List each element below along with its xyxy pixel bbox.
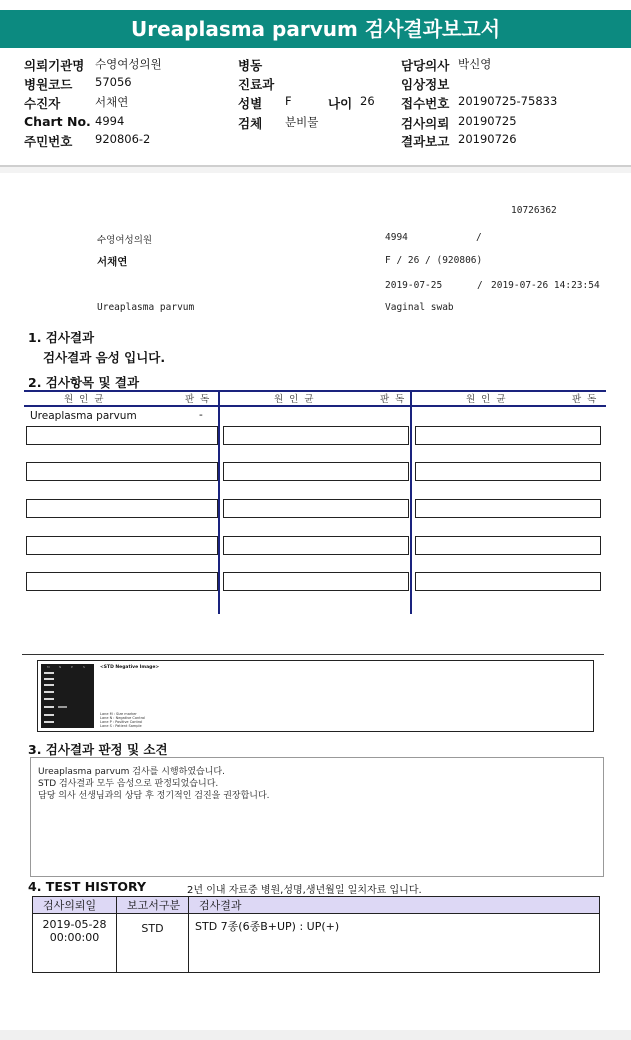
doctor-value: 박신영 [458,57,492,71]
grid-divider-1 [218,390,220,614]
history-note: 2년 이내 자료중 병원,성명,생년월일 일치자료 입니다. [187,885,422,896]
grid-header-line [24,405,606,407]
receipt-no-value: 20190725-75833 [458,94,558,108]
info-row-1 [0,56,631,75]
gel-band [44,691,54,693]
result-box [26,572,218,591]
info-row-3 [0,94,631,113]
opinion-line: 담당 의사 선생님과의 상담 후 정기적인 검진을 권장합니다. [38,791,270,801]
department-label: 진료과 [238,77,275,92]
opinion-box [30,757,604,877]
report-date-value: 20190726 [458,132,517,146]
result-box [26,426,218,445]
mono-hospital: 수영여성의원 [97,235,153,246]
result-box [223,536,409,555]
table-row [33,914,600,973]
resident-no-label: 주민번호 [24,134,73,149]
clinical-info-label: 임상정보 [401,77,450,92]
result-box [415,499,601,518]
result-box [223,499,409,518]
gel-legend-line: Lane S : Patient Sample [100,724,142,728]
gel-band [44,672,54,674]
result-box [415,426,601,445]
col2-judgement-header: 판독 [380,394,411,405]
lane-label: S [83,665,85,669]
gel-image [41,664,94,728]
gel-legend-line: Lane M : Size marker [100,712,137,716]
chart-no-label: Chart No. [24,114,91,129]
result-box [415,462,601,481]
history-type: STD [117,914,189,973]
history-header-type: 보고서구분 [117,897,189,914]
result-grid [24,390,606,614]
col3-judgement-header: 판독 [572,394,603,405]
grid-divider-2 [410,390,412,614]
opinion-line: Ureaplasma parvum 검사를 시행하였습니다. [38,767,225,777]
gel-band [44,698,54,700]
history-result: STD 7종(6종B+UP) : UP(+) [189,914,600,973]
specimen-label: 검체 [238,116,263,131]
section2-title: 2. 검사항목 및 결과 [28,375,140,390]
col1-pathogen-header: 원인균 [64,394,110,405]
info-row-5 [0,132,631,151]
result-box [223,572,409,591]
gel-legend-line: Lane N : Negative Control [100,716,146,720]
receipt-code: 10726362 [511,205,557,216]
report-title: Ureaplasma parvum 검사결과보고서 [0,10,631,48]
age-value: 26 [360,94,375,108]
image-divider [22,654,604,655]
mono-patient: 서채연 [97,256,128,268]
gel-band [44,684,54,686]
gel-image-caption: <STD Negative Image> [100,665,160,670]
request-date-label: 검사의뢰 [401,116,450,131]
mono-sex-age: F / 26 / (920806) [385,255,483,266]
mono-chart: 4994 [385,232,408,243]
gel-legend-line: Lane P : Positive Control [100,720,143,724]
result-box [26,499,218,518]
gel-band [44,714,54,716]
result-box [223,426,409,445]
mono-date-from: 2019-07-25 [385,280,443,291]
specimen-value: 분비물 [285,115,319,129]
hospital-code-value: 57056 [95,75,132,89]
patient-info-block [0,54,631,164]
gel-band [44,678,54,680]
gel-band [44,721,54,723]
result-box [415,572,601,591]
row1-result: - [199,409,203,421]
lane-label: P [71,665,73,669]
mono-date-sep: / [477,280,483,291]
history-table [32,896,600,973]
receipt-no-label: 접수번호 [401,96,450,111]
sex-value: F [285,94,292,108]
chart-no-value: 4994 [95,114,125,128]
result-box [26,536,218,555]
mono-test-name: Ureaplasma parvum [97,302,195,313]
history-header-row [33,897,600,914]
age-label: 나이 [328,96,353,111]
doctor-label: 담당의사 [401,58,450,73]
section1-title: 1. 검사결과 [28,330,95,345]
history-header-date: 검사의뢰일 [33,897,117,914]
section1-result-text: 검사결과 음성 입니다. [43,350,166,365]
patient-label: 수진자 [24,96,61,111]
col2-pathogen-header: 원인균 [274,394,320,405]
history-header-result: 검사결과 [189,897,600,914]
history-date: 2019-05-28 [42,918,107,931]
gel-band [44,706,54,708]
header-shadow [0,167,631,173]
result-box [223,462,409,481]
history-time: 00:00:00 [49,931,100,944]
result-box [415,536,601,555]
institution-value: 수영여성의원 [95,57,162,71]
row1-pathogen: Ureaplasma parvum [30,410,137,422]
mono-specimen: Vaginal swab [385,302,454,313]
hospital-code-label: 병원코드 [24,77,73,92]
gel-image-panel [37,660,594,732]
history-date-cell [33,914,117,973]
resident-no-value: 920806-2 [95,132,151,146]
lane-label: M [47,665,50,669]
info-row-4 [0,114,631,133]
institution-label: 의뢰기관명 [24,58,85,73]
report-date-label: 결과보고 [401,134,450,149]
section4-title: 4. TEST HISTORY [28,879,147,894]
request-date-value: 20190725 [458,114,517,128]
opinion-line: STD 검사결과 모두 음성으로 판정되었습니다. [38,779,219,789]
col1-judgement-header: 판독 [185,394,216,405]
mono-slash: / [476,232,482,243]
ward-label: 병동 [238,58,263,73]
sex-label: 성별 [238,96,263,111]
result-box [26,462,218,481]
mono-date-to: 2019-07-26 14:23:54 [491,280,600,291]
gel-band [58,706,67,708]
info-row-2 [0,75,631,94]
section3-title: 3. 검사결과 판정 및 소견 [28,742,168,757]
lane-label: N [59,665,62,669]
col3-pathogen-header: 원인균 [466,394,512,405]
patient-value: 서채연 [95,95,129,109]
